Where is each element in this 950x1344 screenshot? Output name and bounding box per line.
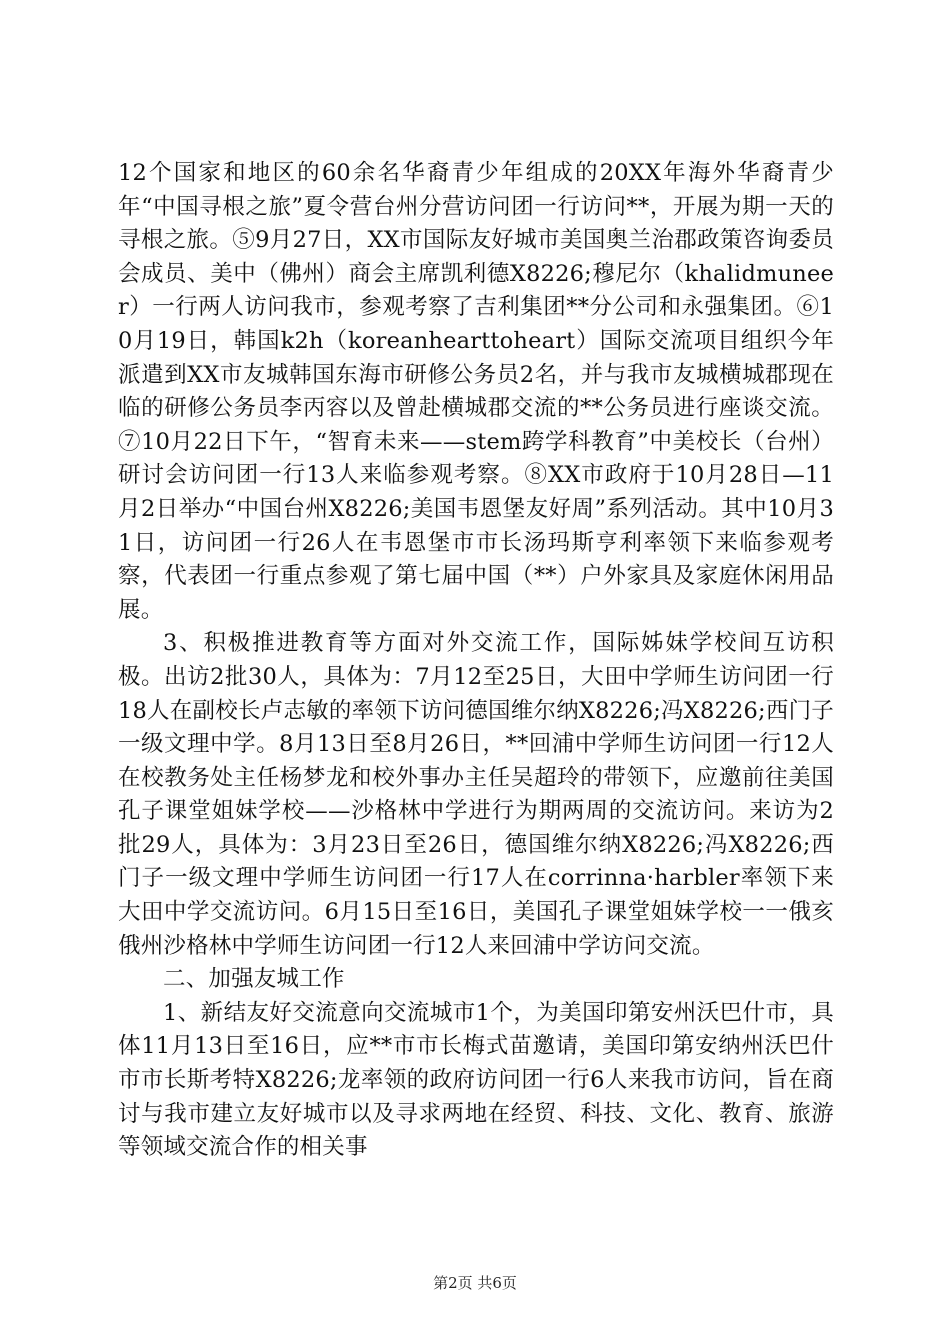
paragraph-1: 12个国家和地区的60余名华裔青少年组成的20XX年海外华裔青少年“中国寻根之旅”夏令营台州分营访问团一行访问**，开展为期一天的寻根之旅。⑤9月27日，XX市国际友好城市美国奥兰治郡政策咨询委员会成员、美中（佛州）商会主席凯利德X8226;穆尼尔（khalidmuneer）一行两人访问我市，参观考察了吉利集团**分公司和永强集团。⑥10月19日，韩国k2h（koreanhearttoheart）国际交流项目组织今年派遣到XX市友城韩国东海市研修公务员2名，并与我市友城横城郡现在临的研修公务员李丙容以及曾赴横城郡交流的**公务员进行座谈交流。⑦10月22日下午，“智育未来——stem跨学科教育”中美校长（台州）研讨会访问团一行13人来临参观考察。⑧XX市政府于10月28日—11月2日举办“中国台州X8226;美国韦恩堡友好周”系列活动。其中10月31日，访问团一行26人在韦恩堡市市长汤玛斯亨利率领下来临参观考察，代表团一行重点参观了第七届中国（**）户外家具及家庭休闲用品展。 <box>118 160 834 623</box>
page-number-footer: 第2页 共6页 <box>433 1274 517 1292</box>
paragraph-3: 1、新结友好交流意向交流城市1个，为美国印第安州沃巴什市，具体11月13日至16日，应**市市长梅式苗邀请，美国印第安纳州沃巴什市市长斯考特X8226;龙率领的政府访问团一行6人来我市访问，旨在商讨与我市建立友好城市以及寻求两地在经贸、科技、文化、教育、旅游等领域交流合作的相关事 <box>118 999 834 1161</box>
document-body <box>118 157 834 1165</box>
paragraph-2: 3、积极推进教育等方面对外交流工作，国际姊妹学校间互访积极。出访2批30人，具体为：7月12至25日，大田中学师生访问团一行18人在副校长卢志敏的率领下访问德国维尔纳X8226;冯X8226;西门子一级文理中学。8月13日至8月26日，**回浦中学师生访问团一行12人在校教务处主任杨梦龙和校外事办主任吴超玲的带领下，应邀前往美国孔子课堂姐妹学校——沙格林中学进行为期两周的交流访问。来访为2批29人，具体为：3月23日至26日，德国维尔纳X8226;冯X8226;西门子一级文理中学师生访问团一行17人在corrinna·harbler率领下来大田中学交流访问。6月15日至16日，美国孔子课堂姐妹学校一一俄亥俄州沙格林中学师生访问团一行12人来回浦中学访问交流。 <box>118 630 834 959</box>
section-heading: 二、加强友城工作 <box>163 966 345 993</box>
